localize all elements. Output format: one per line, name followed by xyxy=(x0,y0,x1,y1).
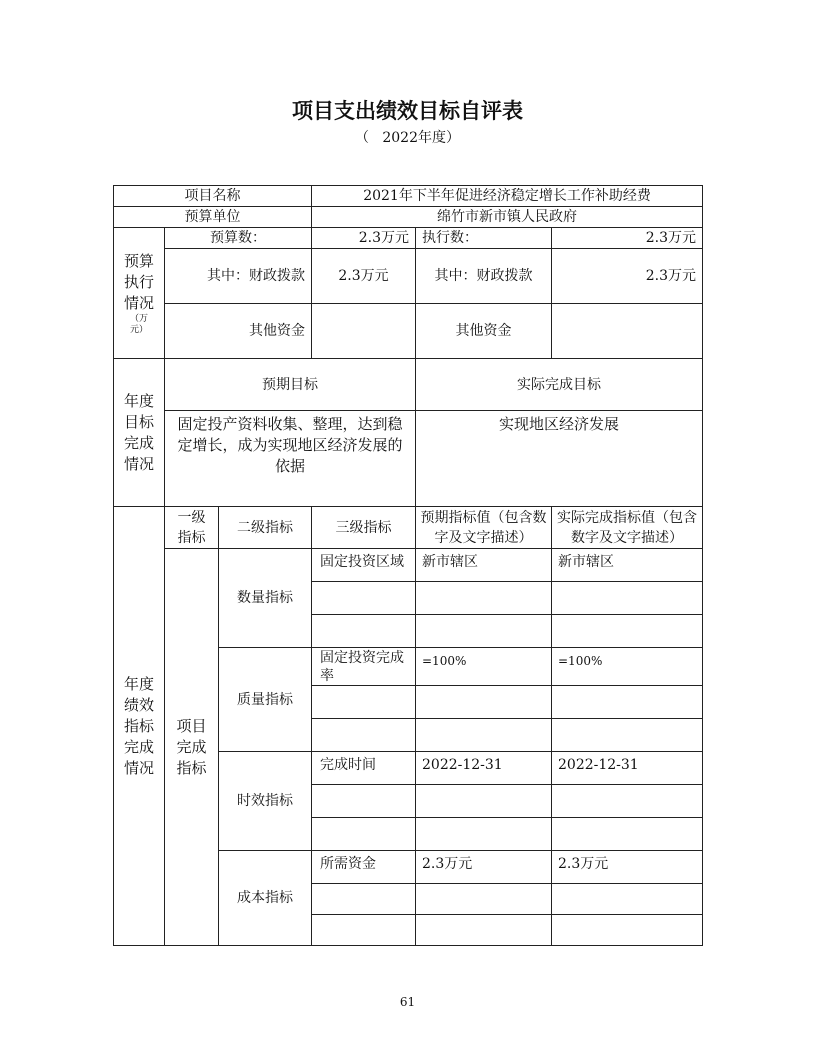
header-actual: 实际完成指标值（包含数字及文字描述） xyxy=(552,507,703,549)
budget-unit-label: 预算单位 xyxy=(114,207,312,228)
actual-goal-header: 实际完成目标 xyxy=(416,359,703,411)
indicator-actual: 2022-12-31 xyxy=(552,752,703,785)
indicator-name: 完成时间 xyxy=(312,752,416,785)
expected-goal-text: 固定投产资料收集、整理，达到稳定增长，成为实现地区经济发展的依据 xyxy=(165,411,416,507)
project-name-value: 2021年下半年促进经济稳定增长工作补助经费 xyxy=(312,186,703,207)
budget-label: 预算数： xyxy=(165,228,312,249)
indicator-actual: 2.3万元 xyxy=(552,851,703,884)
group-quality-label: 质量指标 xyxy=(219,648,312,752)
exec-label: 执行数： xyxy=(416,228,552,249)
exec-value: 2.3万元 xyxy=(552,228,703,249)
header-level3: 三级指标 xyxy=(312,507,416,549)
self-evaluation-table xyxy=(113,185,703,946)
annual-goal-side-text: 年度目标完成情况 xyxy=(124,391,155,473)
indicator-expected: 2.3万元 xyxy=(416,851,552,884)
indicator-expected: =100% xyxy=(416,648,552,686)
row-project-name xyxy=(114,186,703,207)
expected-goal-header: 预期目标 xyxy=(165,359,416,411)
level1-label xyxy=(165,549,219,946)
header-level1: 一级指标 xyxy=(165,507,219,549)
row-fiscal xyxy=(114,249,703,304)
fiscal-exec-value: 2.3万元 xyxy=(552,249,703,304)
other-funds-budget xyxy=(312,304,416,359)
group-cost-label: 成本指标 xyxy=(219,851,312,946)
group-quantity-label: 数量指标 xyxy=(219,549,312,648)
budget-value: 2.3万元 xyxy=(312,228,416,249)
indicator-name: 固定投资完成率 xyxy=(312,648,416,686)
level1-text: 项目完成指标 xyxy=(176,716,207,777)
perf-side-text: 年度绩效指标完成情况 xyxy=(124,674,155,777)
group-timeliness-label: 时效指标 xyxy=(219,752,312,851)
fiscal-budget-value: 2.3万元 xyxy=(312,249,416,304)
other-funds-label: 其他资金 xyxy=(165,304,312,359)
year-open: （ xyxy=(355,130,369,146)
indicator-actual: =100% xyxy=(552,648,703,686)
project-name-label: 项目名称 xyxy=(114,186,312,207)
fiscal-label: 其中：财政拨款 xyxy=(165,249,312,304)
other-funds-exec xyxy=(552,304,703,359)
table-row xyxy=(114,549,703,582)
header-level2: 二级指标 xyxy=(219,507,312,549)
budget-side-unit: （万元） xyxy=(129,313,148,335)
page-number: 61 xyxy=(399,995,416,1009)
indicator-actual: 新市辖区 xyxy=(552,549,703,582)
row-budget-amount xyxy=(114,228,703,249)
indicator-name: 固定投资区域 xyxy=(312,549,416,582)
budget-side-text: 预算执行情况 xyxy=(124,251,155,312)
indicator-name: 所需资金 xyxy=(312,851,416,884)
row-goal-headers xyxy=(114,359,703,411)
other-funds-exec-label: 其他资金 xyxy=(416,304,552,359)
indicator-expected: 2022-12-31 xyxy=(416,752,552,785)
row-other-funds xyxy=(114,304,703,359)
row-goal-content xyxy=(114,411,703,507)
row-budget-unit xyxy=(114,207,703,228)
year-text: 2022年度） xyxy=(382,130,460,146)
year-subtitle xyxy=(0,127,815,147)
budget-unit-value: 绵竹市新市镇人民政府 xyxy=(312,207,703,228)
actual-goal-text: 实现地区经济发展 xyxy=(416,411,703,507)
row-indicator-headers xyxy=(114,507,703,549)
budget-side-label xyxy=(114,228,165,359)
perf-side-label xyxy=(114,507,165,946)
header-expected: 预期指标值（包含数字及文字描述） xyxy=(416,507,552,549)
page-title: 项目支出绩效目标自评表 xyxy=(292,99,523,123)
annual-goal-side-label xyxy=(114,359,165,507)
indicator-expected: 新市辖区 xyxy=(416,549,552,582)
fiscal-exec-label: 其中：财政拨款 xyxy=(416,249,552,304)
